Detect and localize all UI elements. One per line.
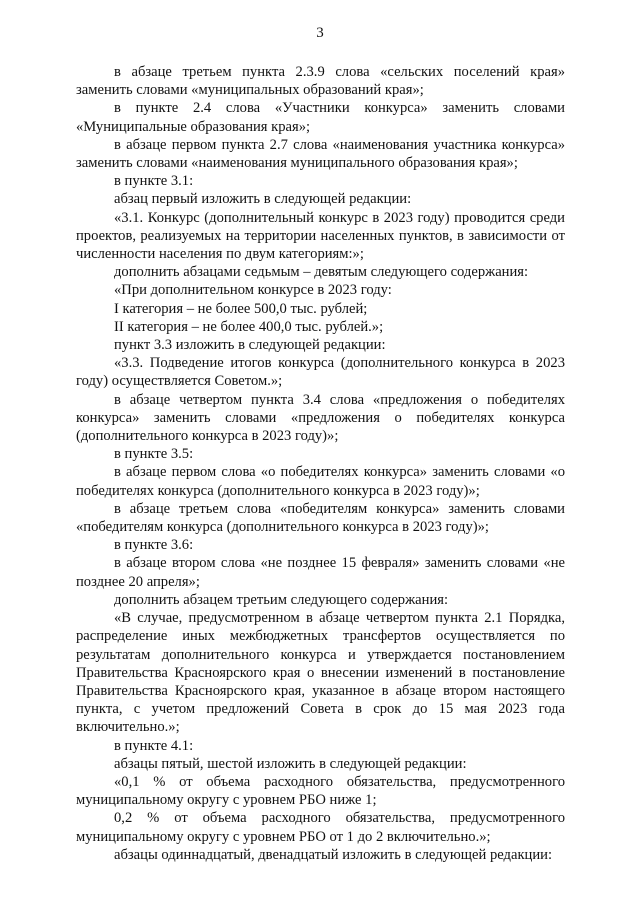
paragraph: «0,1 % от объема расходного обязательства, предусмотренного муниципальному округу с уровнем РБО ниже 1; (76, 773, 565, 809)
paragraph: 0,2 % от объема расходного обязательства, предусмотренного муниципальному округу с уровнем РБО от 1 до 2 включительно.»; (76, 810, 565, 845)
paragraph: в абзаце третьем пункта 2.3.9 слова «сельских поселений края» заменить словами «муниципальных образований края»; (76, 64, 565, 99)
document-body (76, 63, 565, 864)
paragraph: абзац первый изложить в следующей редакции: (114, 191, 412, 208)
paragraph: «3.1. Конкурс (дополнительный конкурс в 2023 году) проводится среди проектов, реализуемых на территории населенных пунктов, в зависимости от численности населения по двум категориям:»; (76, 209, 565, 263)
paragraph: пункт 3.3 изложить в следующей редакции: (114, 337, 386, 354)
paragraph: в пункте 2.4 слова «Участники конкурса» заменить словами «Муниципальные образования края»; (76, 100, 565, 135)
paragraph: в абзаце первом пункта 2.7 слова «наименования участника конкурса» заменить словами «наименования муниципального образования края»; (76, 136, 565, 172)
paragraph: абзацы пятый, шестой изложить в следующей редакции: (114, 755, 467, 772)
paragraph: дополнить абзацем третьим следующего содержания: (114, 591, 449, 608)
paragraph: в абзаце четвертом пункта 3.4 слова «предложения о победителях конкурса» заменить словами «предложения о победителях конкурса (дополнительного конкурса в 2023 году)»; (76, 391, 565, 445)
paragraph: «В случае, предусмотренном в абзаце четвертом пункта 2.1 Порядка, распределение иных межбюджетных трансфертов осуществляется по результатам дополнительного конкурса и утверждается постановлением Правительства Красноярского края о внесении изменений в постановление Правительства Красноярского края, указанное в абзаце втором настоящего пункта, с учетом предложений Совета в срок до 15 мая 2023 года включительно.»; (76, 610, 565, 736)
paragraph: II категория – не более 400,0 тыс. рублей.»; (114, 318, 384, 335)
paragraph: в абзаце третьем слова «победителям конкурса» заменить словами «победителям конкурса (дополнительного конкурса в 2023 году)»; (76, 500, 565, 536)
paragraph: в пункте 3.1: (114, 173, 194, 190)
paragraph: в пункте 4.1: (114, 737, 194, 754)
paragraph: в пункте 3.6: (114, 537, 194, 554)
paragraph: в абзаце первом слова «о победителях конкурса» заменить словами «о победителях конкурса (дополнительного конкурса в 2023 году)»; (76, 464, 565, 499)
paragraph: I категория – не более 500,0 тыс. рублей; (114, 300, 368, 317)
paragraph: дополнить абзацами седьмым – девятым следующего содержания: (114, 264, 529, 281)
page-number: 3 (316, 25, 324, 41)
paragraph: в абзаце втором слова «не позднее 15 февраля» заменить словами «не позднее 20 апреля»; (76, 555, 565, 590)
paragraph: «При дополнительном конкурсе в 2023 году: (114, 282, 392, 299)
paragraph: в пункте 3.5: (114, 446, 194, 463)
paragraph: «3.3. Подведение итогов конкурса (дополнительного конкурса в 2023 году) осуществляется Советом.»; (76, 355, 565, 390)
paragraph: абзацы одиннадцатый, двенадцатый изложить в следующей редакции: (114, 846, 553, 863)
